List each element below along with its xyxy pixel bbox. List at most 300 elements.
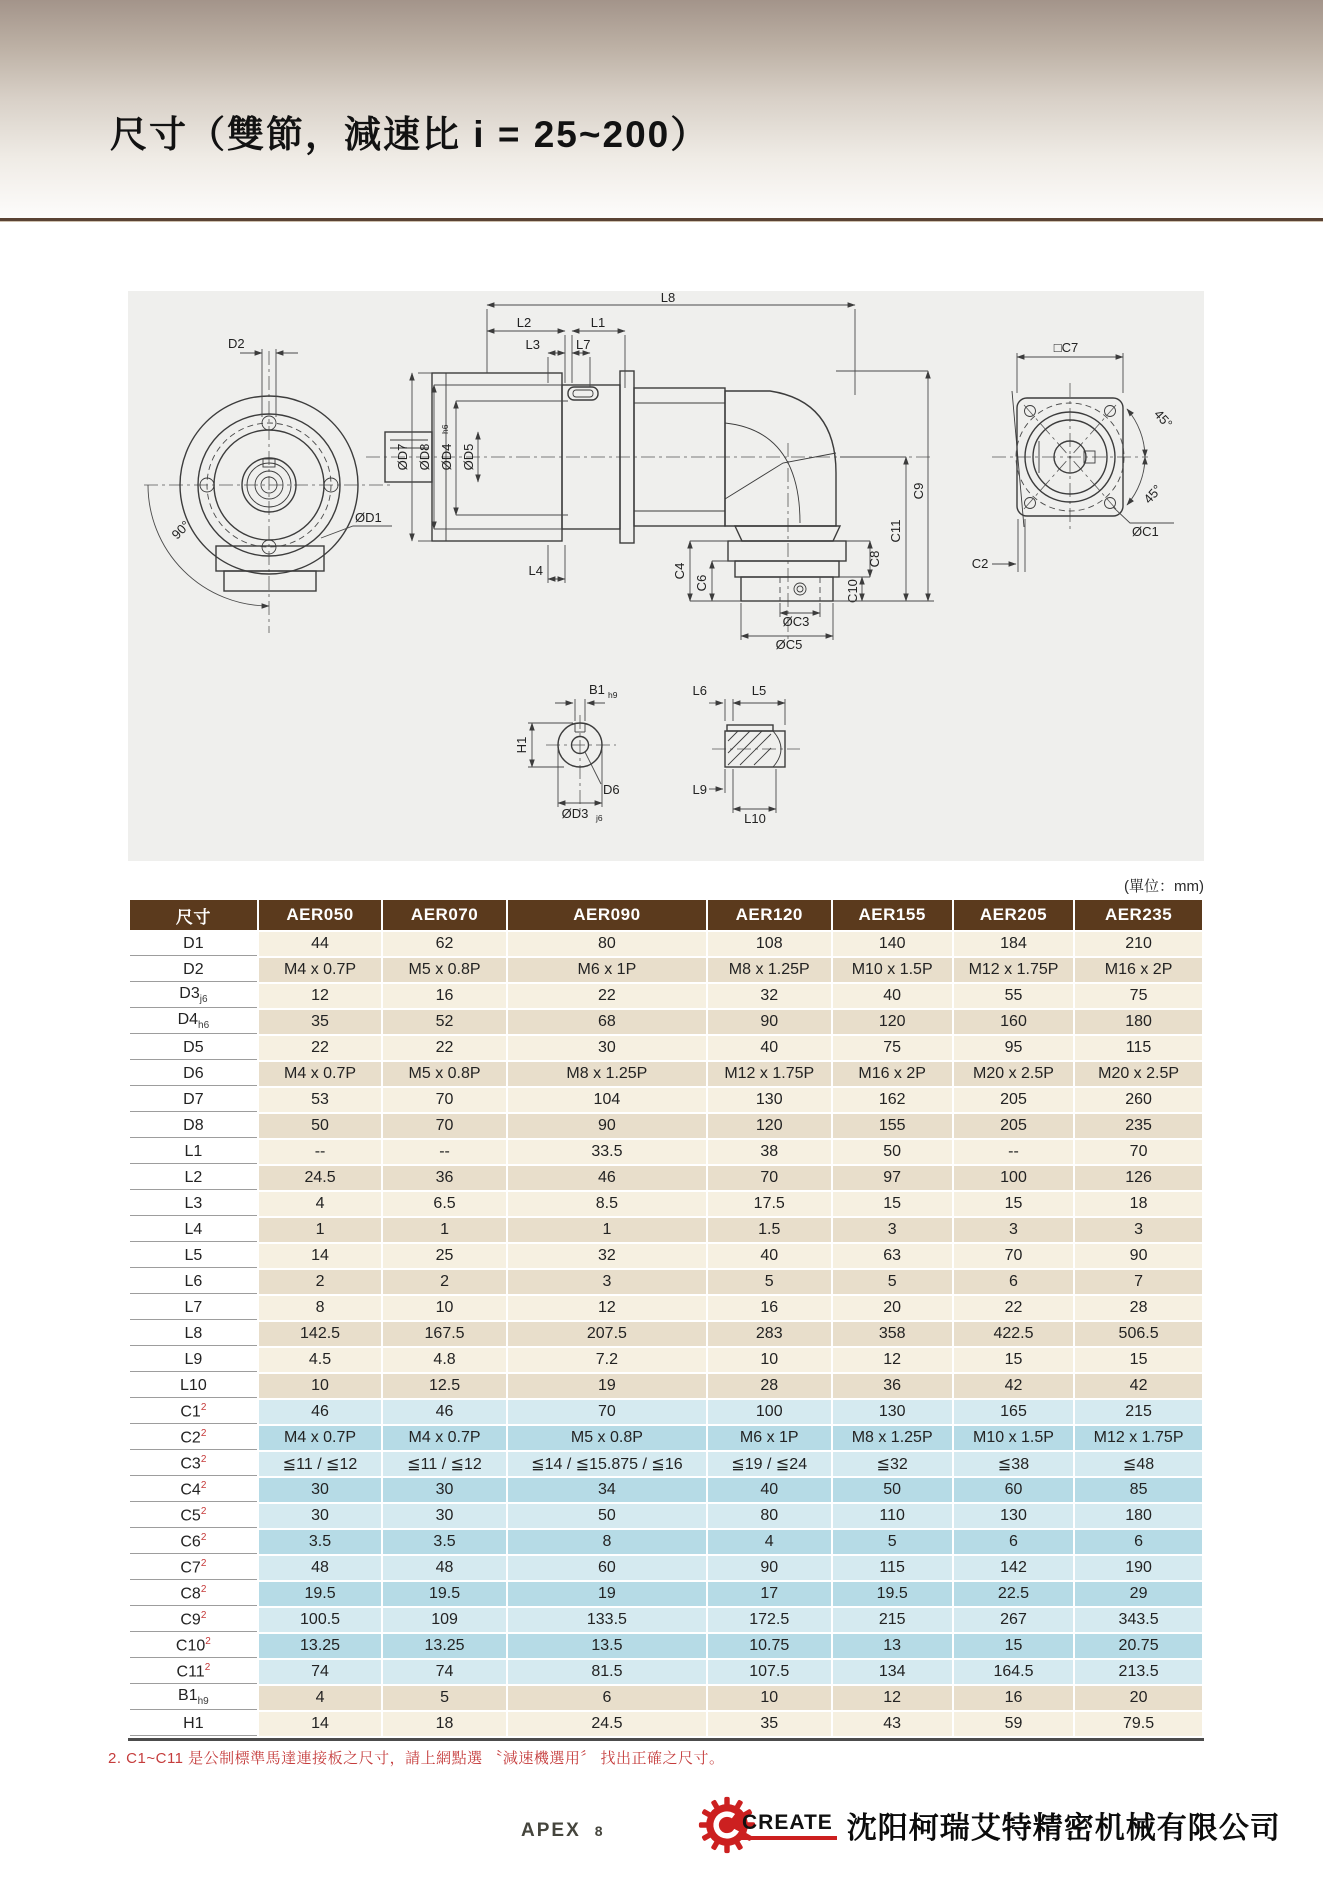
shaft-end-detail	[693, 683, 800, 826]
table-header-row	[130, 900, 1202, 930]
dimension-cell: 15	[833, 1192, 952, 1216]
dimension-cell: 164.5	[954, 1660, 1073, 1684]
dimension-cell: ≦48	[1075, 1452, 1202, 1476]
dimension-cell: 42	[954, 1374, 1073, 1398]
dimension-cell: 155	[833, 1114, 952, 1138]
dimension-cell: 4	[708, 1530, 831, 1554]
dimension-cell: 7.2	[508, 1348, 706, 1372]
dimension-cell: M10 x 1.5P	[954, 1426, 1073, 1450]
dim-label-c11: C11	[888, 519, 903, 543]
dimension-cell: 115	[833, 1556, 952, 1580]
table-row	[130, 1426, 1202, 1450]
dimension-cell: 74	[383, 1660, 506, 1684]
row-label: L1	[130, 1140, 257, 1164]
table-row	[130, 1582, 1202, 1606]
unit-note: (單位：mm)	[1124, 878, 1204, 895]
dim-label-c3: ØC3	[782, 614, 810, 629]
dimension-cell: 59	[954, 1712, 1073, 1736]
dimension-cell: M8 x 1.25P	[708, 958, 831, 982]
dimension-cell: 63	[833, 1244, 952, 1268]
dim-label-d6: D6	[603, 782, 620, 797]
row-label: $C10^2$	[130, 1634, 257, 1658]
dimension-cell: 120	[833, 1010, 952, 1034]
row-label: D7	[130, 1088, 257, 1112]
dimension-cell: --	[954, 1140, 1073, 1164]
dimension-cell: 17	[708, 1582, 831, 1606]
dimension-cell: 48	[383, 1556, 506, 1580]
dimension-cell: 190	[1075, 1556, 1202, 1580]
table-row	[130, 1114, 1202, 1138]
dimension-cell: 30	[259, 1504, 382, 1528]
dimension-cell: 134	[833, 1660, 952, 1684]
col-header-aer235: AER235	[1075, 900, 1202, 930]
dimension-cell: 24.5	[508, 1712, 706, 1736]
dim-label-l1: L1	[590, 315, 606, 330]
dimension-cell: 35	[259, 1010, 382, 1034]
dimension-cell: 19.5	[833, 1582, 952, 1606]
row-label: L6	[130, 1270, 257, 1294]
row-label: $D3_{j6}$	[130, 984, 257, 1008]
dimension-cell: M16 x 2P	[833, 1062, 952, 1086]
col-header-aer090: AER090	[508, 900, 706, 930]
dimension-cell: 172.5	[708, 1608, 831, 1632]
table-row	[130, 1608, 1202, 1632]
dimension-cell: 422.5	[954, 1322, 1073, 1346]
dimension-cell: 15	[1075, 1348, 1202, 1372]
dimension-cell: 70	[508, 1400, 706, 1424]
dim-label-l5: L5	[751, 683, 767, 698]
dimension-cell: 4.5	[259, 1348, 382, 1372]
dimension-cell: 13.25	[259, 1634, 382, 1658]
dimension-cell: 60	[508, 1556, 706, 1580]
row-label: $C3^2$	[130, 1452, 257, 1476]
dimension-cell: M5 x 0.8P	[383, 1062, 506, 1086]
page-header-band	[0, 0, 1323, 218]
table-row	[130, 1010, 1202, 1034]
dimension-cell: 52	[383, 1010, 506, 1034]
table-row	[130, 1348, 1202, 1372]
dimension-cell: --	[259, 1140, 382, 1164]
dimension-cell: ≦32	[833, 1452, 952, 1476]
row-label: $C5^2$	[130, 1504, 257, 1528]
dimension-cell: 97	[833, 1166, 952, 1190]
dimension-cell: 40	[833, 984, 952, 1008]
table-row	[130, 1036, 1202, 1060]
row-label: L5	[130, 1244, 257, 1268]
dimension-cell: 12	[259, 984, 382, 1008]
dim-label-d4: ØD4	[439, 443, 454, 471]
dim-label-d1: ØD1	[355, 510, 382, 525]
dimension-cell: 165	[954, 1400, 1073, 1424]
dimension-cell: 35	[708, 1712, 831, 1736]
dimension-cell: 10	[708, 1348, 831, 1372]
col-header-aer205: AER205	[954, 900, 1073, 930]
dimension-cell: 130	[708, 1088, 831, 1112]
gearbox-dimension-drawing	[128, 291, 1204, 861]
table-row	[130, 1712, 1202, 1736]
dimension-cell: 506.5	[1075, 1322, 1202, 1346]
dimension-cell: M10 x 1.5P	[833, 958, 952, 982]
dimension-cell: 5	[833, 1270, 952, 1294]
angle-label-45-top: 45°	[1151, 406, 1176, 432]
dimension-cell: 20.75	[1075, 1634, 1202, 1658]
dimension-cell: 16	[383, 984, 506, 1008]
dimension-cell: 109	[383, 1608, 506, 1632]
dimension-cell: 48	[259, 1556, 382, 1580]
dimension-cell: 16	[708, 1296, 831, 1320]
footnote: 2. C1~C11 是公制標準馬達連接板之尺寸，請上網點選 〝減速機選用〞 找出正確之尺寸。	[108, 1750, 725, 1767]
row-label: D6	[130, 1062, 257, 1086]
dimension-cell: 22.5	[954, 1582, 1073, 1606]
table-row	[130, 1556, 1202, 1580]
dimension-cell: M8 x 1.25P	[508, 1062, 706, 1086]
dimension-cell: 20	[1075, 1686, 1202, 1710]
dimension-cell: 81.5	[508, 1660, 706, 1684]
col-header-aer120: AER120	[708, 900, 831, 930]
dimension-cell: --	[383, 1140, 506, 1164]
dimension-cell: 100	[708, 1400, 831, 1424]
table-row	[130, 1400, 1202, 1424]
company-name: 沈阳柯瑞艾特精密机械有限公司	[846, 1812, 1281, 1845]
dimension-cell: 19.5	[259, 1582, 382, 1606]
dim-label-l3: L3	[525, 337, 540, 352]
dimension-cell: 267	[954, 1608, 1073, 1632]
dimension-cell: 107.5	[708, 1660, 831, 1684]
dim-label-l10: L10	[744, 811, 766, 826]
dimension-cell: 8	[259, 1296, 382, 1320]
page-footer	[0, 1790, 1323, 1880]
row-label: $C11^2$	[130, 1660, 257, 1684]
dimension-cell: M6 x 1P	[508, 958, 706, 982]
dimension-cell: 4.8	[383, 1348, 506, 1372]
dimension-cell: 15	[954, 1192, 1073, 1216]
row-label: L4	[130, 1218, 257, 1242]
dimension-cell: 50	[833, 1140, 952, 1164]
dimension-cell: 167.5	[383, 1322, 506, 1346]
table-row	[130, 1374, 1202, 1398]
dimension-cell: M12 x 1.75P	[1075, 1426, 1202, 1450]
dim-label-c9: C9	[911, 482, 926, 500]
row-label: L9	[130, 1348, 257, 1372]
dimension-cell: 207.5	[508, 1322, 706, 1346]
dimension-cell: M12 x 1.75P	[954, 958, 1073, 982]
row-label: $C4^2$	[130, 1478, 257, 1502]
dimension-cell: 215	[833, 1608, 952, 1632]
table-row	[130, 1478, 1202, 1502]
dimension-cell: 18	[1075, 1192, 1202, 1216]
dimension-cell: 283	[708, 1322, 831, 1346]
table-row	[130, 1322, 1202, 1346]
row-label: $C1^2$	[130, 1400, 257, 1424]
table-row	[130, 1296, 1202, 1320]
table-row	[130, 958, 1202, 982]
dimension-cell: 46	[383, 1400, 506, 1424]
dimension-cell: 36	[833, 1374, 952, 1398]
dim-label-l2: L2	[516, 315, 532, 330]
dimension-cell: 260	[1075, 1088, 1202, 1112]
dimension-cell: 14	[259, 1244, 382, 1268]
dimension-cell: 14	[259, 1712, 382, 1736]
create-logo-text: CREATE	[740, 1811, 837, 1840]
dim-label-c5: ØC5	[775, 637, 803, 652]
dimension-cell: 70	[954, 1244, 1073, 1268]
dimension-cell: M16 x 2P	[1075, 958, 1202, 982]
dimension-cell: 50	[508, 1504, 706, 1528]
dimension-cell: 33.5	[508, 1140, 706, 1164]
dimension-cell: 142	[954, 1556, 1073, 1580]
dim-label-d7: ØD7	[395, 443, 410, 471]
dimension-cell: 130	[954, 1504, 1073, 1528]
row-label: D1	[130, 932, 257, 956]
shaft-section-detail	[514, 682, 620, 823]
dimension-cell: 13.25	[383, 1634, 506, 1658]
dimension-cell: 40	[708, 1244, 831, 1268]
dim-label-c6: C6	[694, 574, 709, 592]
company-logo-block	[698, 1796, 1281, 1854]
dimension-cell: 38	[708, 1140, 831, 1164]
dimension-cell: 55	[954, 984, 1073, 1008]
dimension-cell: 30	[259, 1478, 382, 1502]
dimension-cell: 3.5	[259, 1530, 382, 1554]
table-row	[130, 1166, 1202, 1190]
dimension-cell: 53	[259, 1088, 382, 1112]
dimension-cell: 62	[383, 932, 506, 956]
dimension-cell: 180	[1075, 1010, 1202, 1034]
dimension-table	[128, 898, 1204, 1741]
side-view	[366, 291, 934, 652]
dimension-cell: 95	[954, 1036, 1073, 1060]
dimension-cell: 75	[833, 1036, 952, 1060]
dimension-cell: 3	[954, 1218, 1073, 1242]
dimension-cell: 110	[833, 1504, 952, 1528]
dimension-cell: 3	[508, 1270, 706, 1294]
table-row	[130, 1686, 1202, 1710]
dimension-cell: 4	[259, 1192, 382, 1216]
dimension-cell: 12.5	[383, 1374, 506, 1398]
dimension-cell: 80	[508, 932, 706, 956]
dim-label-d4-tol: h6	[440, 424, 450, 434]
col-header-aer070: AER070	[383, 900, 506, 930]
dimension-cell: 10	[708, 1686, 831, 1710]
dimension-cell: 160	[954, 1010, 1073, 1034]
dimension-cell: 18	[383, 1712, 506, 1736]
dimension-cell: 3	[1075, 1218, 1202, 1242]
dim-label-l9: L9	[692, 782, 707, 797]
row-label: $C2^2$	[130, 1426, 257, 1450]
dimension-cell: 29	[1075, 1582, 1202, 1606]
dimension-cell: 2	[383, 1270, 506, 1294]
dimension-cell: 40	[708, 1036, 831, 1060]
dimension-cell: 7	[1075, 1270, 1202, 1294]
dimension-cell: 90	[1075, 1244, 1202, 1268]
dimension-cell: 85	[1075, 1478, 1202, 1502]
dimension-cell: 15	[954, 1348, 1073, 1372]
dimension-cell: 50	[833, 1478, 952, 1502]
table-row	[130, 1634, 1202, 1658]
dim-label-l7: L7	[576, 337, 591, 352]
dimension-cell: ≦11 / ≦12	[259, 1452, 382, 1476]
dimension-cell: 70	[383, 1088, 506, 1112]
table-row	[130, 1504, 1202, 1528]
dimension-cell: 162	[833, 1088, 952, 1112]
dimension-cell: 100	[954, 1166, 1073, 1190]
dimension-cell: 3	[833, 1218, 952, 1242]
dimension-cell: 28	[1075, 1296, 1202, 1320]
dimension-cell: 60	[954, 1478, 1073, 1502]
dimension-cell: M20 x 2.5P	[954, 1062, 1073, 1086]
dimension-cell: 6	[508, 1686, 706, 1710]
dimension-cell: 358	[833, 1322, 952, 1346]
dimension-cell: 46	[508, 1166, 706, 1190]
dimension-cell: M20 x 2.5P	[1075, 1062, 1202, 1086]
dim-label-c4: C4	[672, 562, 687, 580]
row-label: $C9^2$	[130, 1608, 257, 1632]
dimension-cell: 90	[708, 1556, 831, 1580]
row-label: $C6^2$	[130, 1530, 257, 1554]
dimension-cell: 1.5	[708, 1218, 831, 1242]
dimension-cell: 5	[383, 1686, 506, 1710]
dimension-cell: 20	[833, 1296, 952, 1320]
row-label: L7	[130, 1296, 257, 1320]
dimension-cell: 90	[708, 1010, 831, 1034]
dimension-cell: 115	[1075, 1036, 1202, 1060]
dimension-cell: 13	[833, 1634, 952, 1658]
dimension-cell: 16	[954, 1686, 1073, 1710]
dimension-cell: 213.5	[1075, 1660, 1202, 1684]
page-number: 8	[594, 1823, 605, 1839]
dimension-cell: 142.5	[259, 1322, 382, 1346]
dimension-cell: 1	[508, 1218, 706, 1242]
dimension-cell: 15	[954, 1634, 1073, 1658]
dim-label-c1: ØC1	[1132, 524, 1159, 539]
technical-drawing-panel	[128, 291, 1204, 861]
dim-label-c7: □C7	[1053, 340, 1079, 355]
dimension-cell: 235	[1075, 1114, 1202, 1138]
table-row	[130, 1218, 1202, 1242]
table-row	[130, 1660, 1202, 1684]
table-row	[130, 984, 1202, 1008]
dimension-cell: M4 x 0.7P	[383, 1426, 506, 1450]
dimension-cell: 44	[259, 932, 382, 956]
dimension-cell: 42	[1075, 1374, 1202, 1398]
dimension-cell: 80	[708, 1504, 831, 1528]
dimension-cell: 22	[383, 1036, 506, 1060]
dim-label-c8: C8	[867, 550, 882, 568]
dimension-cell: 30	[508, 1036, 706, 1060]
dimension-cell: 70	[1075, 1140, 1202, 1164]
dimension-cell: 2	[259, 1270, 382, 1294]
row-label: D2	[130, 958, 257, 982]
dimension-cell: 10	[383, 1296, 506, 1320]
dimension-cell: 25	[383, 1244, 506, 1268]
dimension-cell: 6	[954, 1270, 1073, 1294]
dim-label-d3-tol: j6	[596, 813, 603, 823]
table-row	[130, 1270, 1202, 1294]
dimension-cell: 17.5	[708, 1192, 831, 1216]
dimension-cell: 6	[954, 1530, 1073, 1554]
table-row	[130, 1244, 1202, 1268]
dimension-cell: ≦14 / ≦15.875 / ≦16	[508, 1452, 706, 1476]
dimension-cell: 36	[383, 1166, 506, 1190]
motor-flange-view	[972, 340, 1176, 572]
row-label: L10	[130, 1374, 257, 1398]
dim-label-h1: H1	[514, 736, 529, 754]
table-row	[130, 1140, 1202, 1164]
dimension-cell: 10.75	[708, 1634, 831, 1658]
dimension-cell: 19	[508, 1582, 706, 1606]
dim-label-d5: ØD5	[461, 443, 476, 471]
dimension-cell: 68	[508, 1010, 706, 1034]
dimension-cell: 43	[833, 1712, 952, 1736]
dimension-cell: 205	[954, 1088, 1073, 1112]
table-row	[130, 1062, 1202, 1086]
row-label: L8	[130, 1322, 257, 1346]
dimension-cell: 1	[259, 1218, 382, 1242]
dim-label-b1-tol: h9	[608, 690, 618, 700]
dimension-cell: 70	[383, 1114, 506, 1138]
dimension-cell: M5 x 0.8P	[508, 1426, 706, 1450]
dimension-cell: 79.5	[1075, 1712, 1202, 1736]
dim-label-d8: ØD8	[417, 443, 432, 471]
angle-label-45-bottom: 45°	[1140, 481, 1165, 507]
dim-label-c2: C2	[971, 556, 989, 571]
front-view	[144, 336, 392, 633]
dimension-cell: 34	[508, 1478, 706, 1502]
angle-label-90: 90°	[168, 517, 194, 543]
dimension-cell: M4 x 0.7P	[259, 1062, 382, 1086]
dimension-cell: 6	[1075, 1530, 1202, 1554]
dimension-cell: 5	[708, 1270, 831, 1294]
dimension-cell: 3.5	[383, 1530, 506, 1554]
dimension-cell: M4 x 0.7P	[259, 1426, 382, 1450]
dim-label-b1: B1	[589, 682, 605, 697]
dimension-cell: 22	[954, 1296, 1073, 1320]
dimension-cell: 104	[508, 1088, 706, 1112]
dimension-cell: 12	[833, 1348, 952, 1372]
dimension-cell: 8.5	[508, 1192, 706, 1216]
brand-name: APEX	[521, 1820, 581, 1841]
dimension-cell: M8 x 1.25P	[833, 1426, 952, 1450]
table-row	[130, 1452, 1202, 1476]
row-label: D8	[130, 1114, 257, 1138]
dimension-cell: 40	[708, 1478, 831, 1502]
row-label: D5	[130, 1036, 257, 1060]
dimension-cell: 10	[259, 1374, 382, 1398]
dimension-cell: 12	[508, 1296, 706, 1320]
dimension-cell: 70	[708, 1166, 831, 1190]
dimension-cell: 210	[1075, 932, 1202, 956]
dim-label-c10: C10	[845, 579, 860, 603]
dimension-cell: ≦38	[954, 1452, 1073, 1476]
table-row	[130, 1088, 1202, 1112]
dimension-cell: 46	[259, 1400, 382, 1424]
dimension-cell: ≦19 / ≦24	[708, 1452, 831, 1476]
dim-label-d2: D2	[228, 336, 245, 351]
dimension-cell: 6.5	[383, 1192, 506, 1216]
dimension-cell: 126	[1075, 1166, 1202, 1190]
dimension-cell: 74	[259, 1660, 382, 1684]
col-header-aer155: AER155	[833, 900, 952, 930]
row-label: $B1_{h9}$	[130, 1686, 257, 1710]
dimension-cell: 108	[708, 932, 831, 956]
row-label: $C8^2$	[130, 1582, 257, 1606]
dimension-cell: 12	[833, 1686, 952, 1710]
dimension-cell: 90	[508, 1114, 706, 1138]
dimension-cell: 28	[708, 1374, 831, 1398]
dimension-cell: 130	[833, 1400, 952, 1424]
dim-label-l8: L8	[660, 291, 676, 305]
dim-label-l6: L6	[692, 683, 707, 698]
